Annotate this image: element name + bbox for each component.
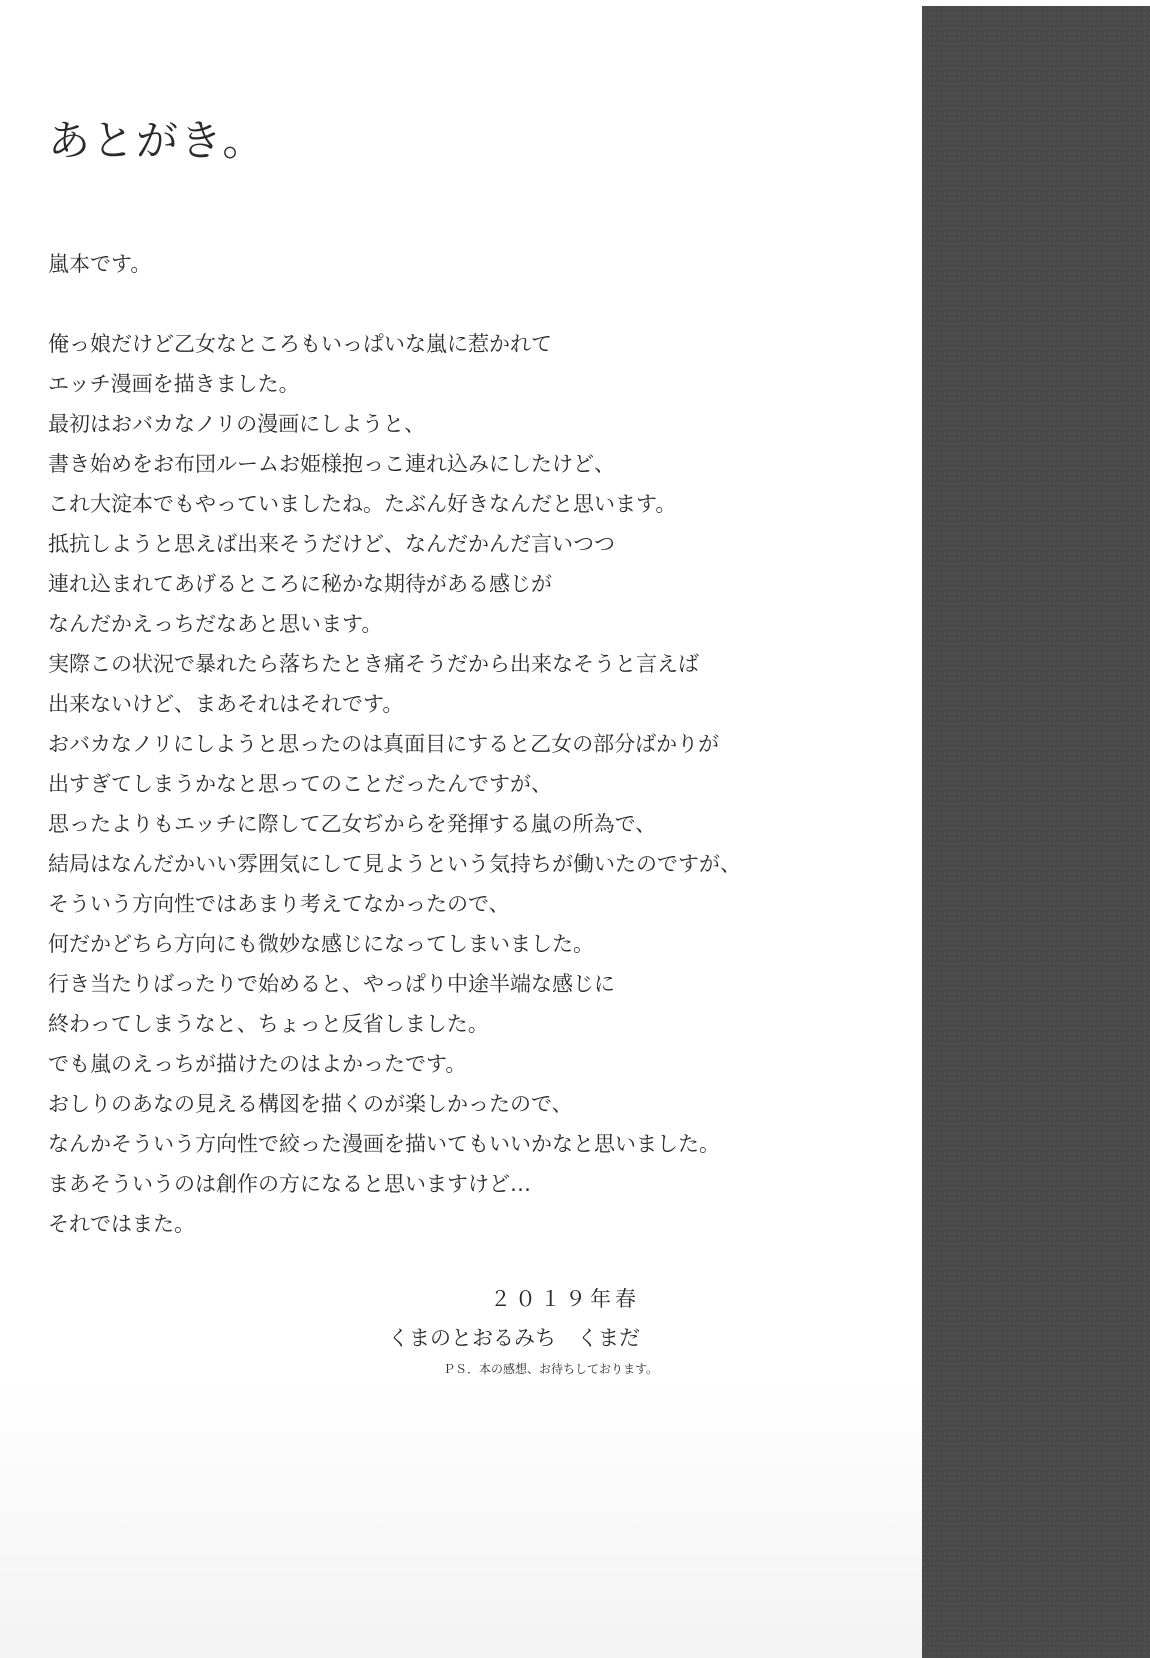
body-line: なんかそういう方向性で絞った漫画を描いてもいいかなと思いました。	[48, 1132, 720, 1156]
body-line: これ大淀本でもやっていましたね。たぶん好きなんだと思います。	[48, 492, 677, 516]
signature-block	[388, 1280, 640, 1358]
body-line: 結局はなんだかいい雰囲気にして見ようという気持ちが働いたのですが、	[48, 852, 741, 876]
body-line: そういう方向性ではあまり考えてなかったので、	[48, 892, 510, 916]
postscript-note: ＰＳ．本の感想、お待ちしております。	[442, 1362, 658, 1376]
dark-side-band	[922, 6, 1150, 1658]
body-line: 連れ込まれてあげるところに秘かな期待がある感じが	[48, 572, 552, 596]
page-title: あとがき。	[48, 116, 267, 165]
body-line: まあそういうのは創作の方になると思いますけど…	[48, 1172, 531, 1196]
body-line: 出来ないけど、まあそれはそれです。	[48, 692, 404, 716]
body-line: おバカなノリにしようと思ったのは真面目にすると乙女の部分ばかりが	[48, 732, 720, 756]
signature-author: くまのとおるみち くまだ	[388, 1326, 640, 1350]
body-line: 行き当たりばったりで始めると、やっぱり中途半端な感じに	[48, 972, 615, 996]
body-line: 終わってしまうなと、ちょっと反省しました。	[48, 1012, 489, 1036]
body-line: 書き始めをお布団ルームお姫様抱っこ連れ込みにしたけど、	[48, 452, 615, 476]
signature-date: ２０１９年春	[490, 1287, 640, 1311]
body-line: 思ったよりもエッチに際して乙女ぢからを発揮する嵐の所為で、	[48, 812, 657, 836]
body-line: でも嵐のえっちが描けたのはよかったです。	[48, 1052, 467, 1076]
body-line: 抵抗しようと思えば出来そうだけど、なんだかんだ言いつつ	[48, 532, 615, 556]
body-line: エッチ漫画を描きました。	[48, 372, 300, 396]
body-line: 何だかどちら方向にも微妙な感じになってしまいました。	[48, 932, 594, 956]
body-line: 俺っ娘だけど乙女なところもいっぱいな嵐に惹かれて	[48, 332, 552, 356]
body-line: 実際この状況で暴れたら落ちたとき痛そうだから出来なそうと言えば	[48, 652, 699, 676]
greeting-line: 嵐本です。	[48, 252, 152, 276]
body-line: 出すぎてしまうかなと思ってのことだったんですが、	[48, 772, 552, 796]
body-line: おしりのあなの見える構図を描くのが楽しかったので、	[48, 1092, 573, 1116]
afterword-body	[48, 324, 741, 1244]
body-line: 最初はおバカなノリの漫画にしようと、	[48, 412, 426, 436]
body-line: なんだかえっちだなあと思います。	[48, 612, 383, 636]
body-line: それではまた。	[48, 1212, 195, 1236]
